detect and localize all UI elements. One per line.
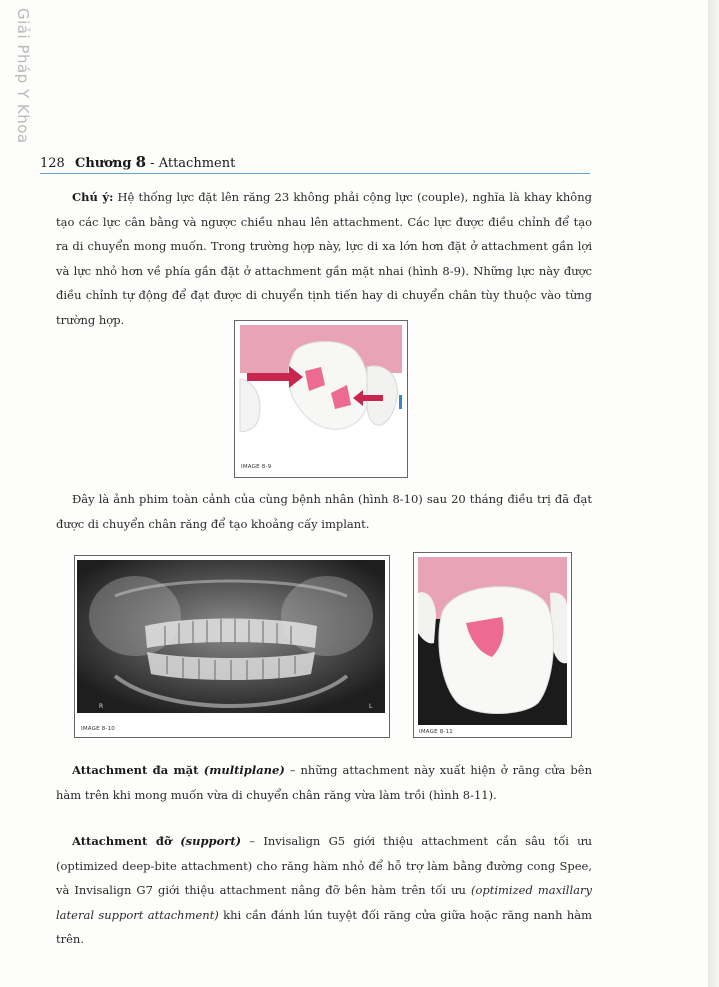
multiplane-text: – những attachment này xuất hiện ở răng cửa bên hàm trên khi mong muốn vừa di chuyển chân răng vừa làm trồi (hình 8-11). (56, 763, 592, 802)
note-lead: Chú ý: (72, 190, 114, 204)
left-marker: L (369, 703, 373, 710)
paragraph-multiplane (56, 758, 592, 807)
panoramic-xray (75, 556, 389, 737)
multiplane-attachment-illustration (414, 553, 571, 737)
figure-label: IMAGE 8-10 (81, 726, 116, 732)
running-header (40, 153, 235, 171)
chapter-number: 8 (135, 153, 147, 171)
header-rule (40, 173, 590, 174)
note-text: Hệ thống lực đặt lên răng 23 không phải cộng lực (couple), nghĩa là khay không tạo các lực cân bằng và ngược chiều nhau lên attachment. Các lực được điều chỉnh để tạo ra di chuyển mong muốn. Trong trường hợp này, lực di xa lớn hơn đặt ở attachment gần lợi và lực nhỏ hơn về phía gần đặt ở attachment gần mặt nhai (hình 8-9). Những lực này được điều chỉnh tự động để đạt được di chuyển tịnh tiến hay di chuyển chân tùy thuộc vào từng trường hợp. (56, 190, 592, 327)
figure-8-10 (74, 555, 390, 738)
page-edge (708, 0, 719, 987)
figure-label: IMAGE 8-9 (241, 464, 272, 470)
support-text-2: khi cần đánh lún tuyệt đối răng cửa giữa hoặc răng nanh hàm trên. (56, 907, 593, 946)
tooth-attachment-illustration (235, 321, 407, 477)
watermark: Giải Pháp Y Khoa (14, 8, 32, 144)
support-text-1: – Invisalign G5 giới thiệu attachment cắn sâu tối ưu (optimized deep-bite attachment) cho răng hàm nhỏ để hỗ trợ làm bằng đường cong Spee, và Invisalign G7 giới thiệu attachment nâng đỡ bên hàm trên tối ưu (56, 834, 592, 897)
multiplane-lead-italic: (multiplane) (203, 763, 285, 777)
support-lead: Attachment đỡ (72, 834, 181, 848)
paragraph-support (56, 829, 592, 952)
figure-label: IMAGE 8-11 (419, 729, 454, 735)
right-marker: R (99, 703, 104, 710)
multiplane-lead: Attachment đa mặt (72, 763, 204, 777)
figure-8-11 (413, 552, 572, 738)
paragraph-panoramic: Đây là ảnh phim toàn cảnh của cùng bệnh nhân (hình 8-10) sau 20 tháng điều trị đã đạt được di chuyển chân răng để tạo khoảng cấy implant. (56, 492, 592, 531)
page-number: 128 (40, 156, 65, 171)
chapter-word: Chương (74, 156, 132, 171)
chapter-title: Attachment (158, 156, 236, 171)
support-italic-term: (optimized maxillary lateral support attachment) (56, 883, 592, 922)
support-lead-italic: (support) (180, 834, 242, 848)
figure-8-9 (234, 320, 408, 478)
header-separator: - (146, 156, 159, 171)
paragraph-note (56, 185, 592, 332)
